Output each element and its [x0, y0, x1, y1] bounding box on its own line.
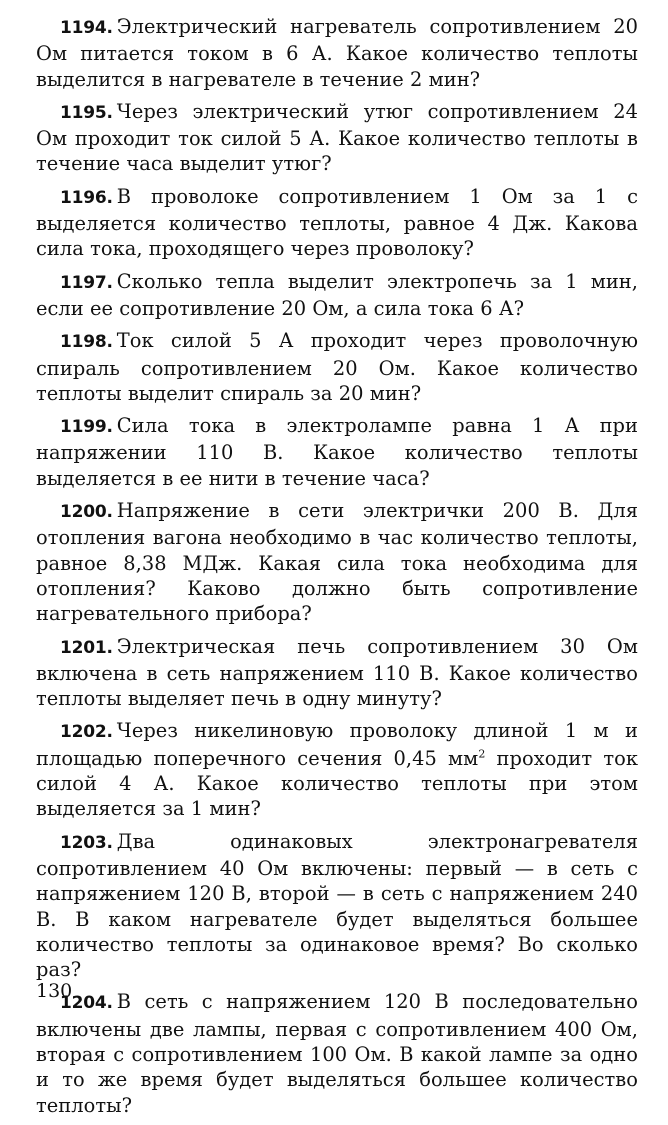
- problem-1194: [36, 14, 638, 92]
- problem-number: 1197 .: [60, 273, 113, 293]
- problem-text: В проволоке сопротивлением 1 Ом за 1 с выделяется количество теплоты, равное 4 Дж. Какова сила тока, проходящего через проволоку?: [36, 184, 638, 261]
- problem-text: Напряжение в сети электрички 200 В. Для отопления вагона необходимо в час количество теплоты, равное 8,38 МДж. Какая сила тока необходима для отопления? Каково должно быть сопротивление нагревательного прибора?: [36, 499, 638, 626]
- problem-1201: [36, 634, 638, 712]
- problem-text: Ток силой 5 А проходит через проволочную спираль сопротивлением 20 Ом. Какое количество теплоты выделит спираль за 20 мин?: [36, 329, 638, 405]
- problem-1195: [36, 99, 638, 177]
- problem-number: 1204 .: [60, 993, 113, 1013]
- problem-number: 1196 .: [60, 188, 113, 208]
- textbook-page: [36, 14, 638, 1125]
- problem-text: Два одинаковых электронагревателя сопротивлением 40 Ом включены: первый — в сеть с напряжением 120 В, второй — в сеть с напряжением 240 В. В каком нагревателе будет выделяться большее количество теплоты за одинаковое время? Во сколько раз?: [36, 829, 638, 982]
- problem-text: Электрическая печь сопротивлением 30 Ом включена в сеть напряжением 110 В. Какое количество теплоты выделяет печь в одну минуту?: [36, 634, 638, 711]
- problem-text: Через никелиновую проволоку длиной 1 м и площадью поперечного сечения 0,45 мм: [36, 719, 638, 770]
- problem-number: 1201 .: [60, 638, 113, 658]
- problem-1203: [36, 829, 638, 983]
- problem-text: Сила тока в электролампе равна 1 А при напряжении 110 В. Какое количество теплоты выделяется в ее нити в течение часа?: [36, 414, 638, 490]
- problem-text: Через электрический утюг сопротивлением 24 Ом проходит ток силой 5 А. Какое количество теплоты в течение часа выделит утюг?: [36, 99, 638, 176]
- problem-1199: [36, 413, 638, 491]
- problem-number: 1202 .: [60, 722, 113, 742]
- problem-1202: [36, 718, 638, 821]
- problem-number: 1199 .: [60, 417, 113, 437]
- problem-text: В сеть с напряжением 120 В последовательно включены две лампы, первая с сопротивлением 400 Ом, вторая с сопротивлением 100 Ом. В какой лампе за одно и то же время будет выделяться большее количество теплоты?: [36, 990, 638, 1117]
- problem-number: 1194 .: [60, 18, 113, 38]
- problem-number: 1198 .: [60, 332, 113, 352]
- page-number: 130: [36, 980, 73, 1002]
- problem-text: Сколько тепла выделит электропечь за 1 мин, если ее сопротивление 20 Ом, а сила тока 6 А?: [36, 269, 638, 320]
- problem-1196: [36, 184, 638, 262]
- problem-text: Электрический нагреватель сопротивлением 20 Ом питается током в 6 А. Какое количество теплоты выделится в нагревателе в течение 2 мин?: [36, 15, 638, 91]
- problem-text-continued: проходит ток силой 4 А. Какое количество теплоты при этом выделяется за 1 мин?: [36, 746, 638, 821]
- problem-number: 1203 .: [60, 833, 113, 853]
- problem-1204: [36, 989, 638, 1117]
- superscript: 2: [478, 747, 486, 761]
- problem-1200: [36, 498, 638, 626]
- problem-number: 1195 .: [60, 103, 113, 123]
- problem-1198: [36, 328, 638, 406]
- problem-number: 1200 .: [60, 502, 113, 522]
- problem-1197: [36, 269, 638, 322]
